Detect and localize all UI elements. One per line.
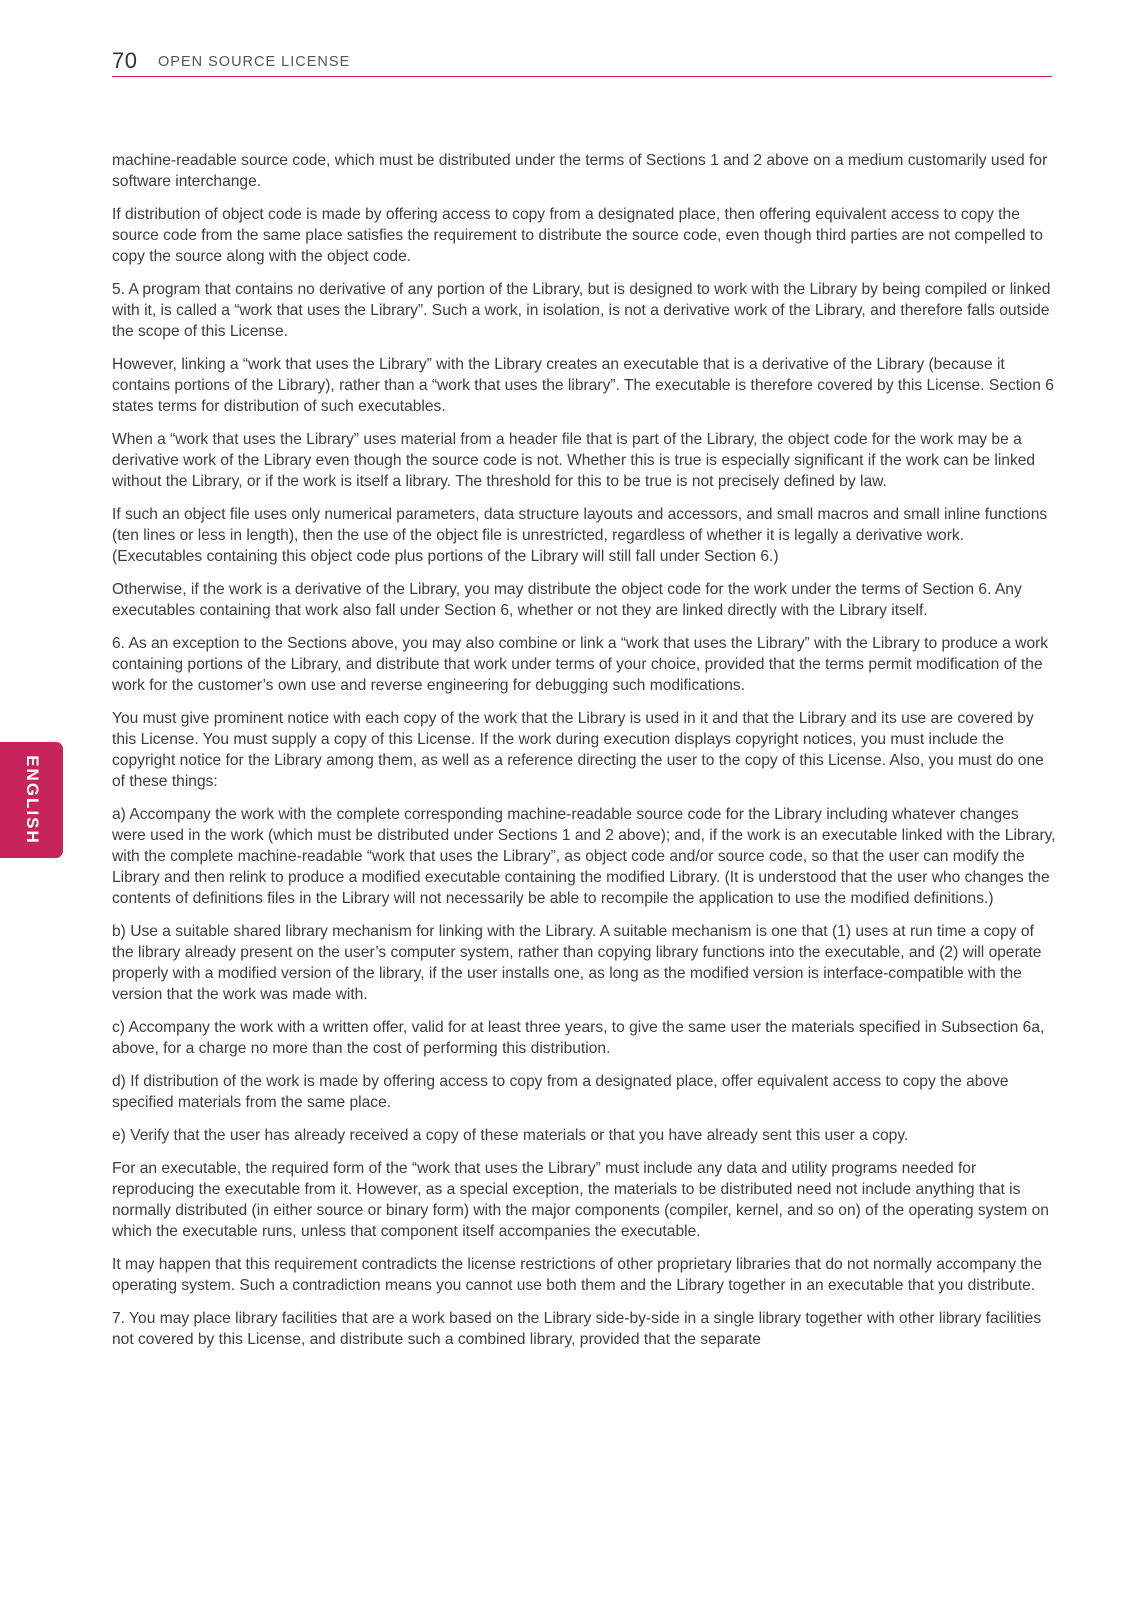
- paragraph: 5. A program that contains no derivative of any portion of the Library, but is designed to work with the Library by being compiled or linked with it, is called a “work that uses the Library”. Such a work, in isolation, is not a derivative work of the Library, and therefore falls outside the scope of this License.: [112, 281, 1051, 340]
- section-title: OPEN SOURCE LICENSE: [158, 54, 351, 70]
- paragraph: It may happen that this requirement contradicts the license restrictions of other proprietary libraries that do not normally accompany the operating system. Such a contradiction means you cannot use both them and the Library together in an executable that you distribute.: [112, 1256, 1043, 1294]
- paragraph: machine-readable source code, which must be distributed under the terms of Sections 1 and 2 above on a medium customarily used for software interchange.: [112, 152, 1048, 190]
- paragraph: 7. You may place library facilities that are a work based on the Library side-by-side in a single library together with other library facilities not covered by this License, and distribute such a combined library, provided that the separate: [112, 1310, 1042, 1348]
- paragraph: a) Accompany the work with the complete corresponding machine-readable source code for the Library including whatever changes were used in the work (which must be distributed under Sections 1 and 2 above); and, if the work is an executable linked with the Library, with the complete machine-readable “work that uses the Library”, as object code and/or source code, so that the user can modify the Library and then relink to produce a modified executable containing the modified Library. (It is understood that the user who changes the contents of definitions files in the Library will not necessarily be able to recompile the application to use the modified definitions.): [112, 806, 1056, 907]
- language-tab-label: ENGLISH: [22, 755, 42, 845]
- paragraph: You must give prominent notice with each copy of the work that the Library is used in it and that the Library and its use are covered by this License. You must supply a copy of this License. If the work during execution displays copyright notices, you must include the copyright notice for the Library among them, as well as a reference directing the user to the copy of this License. Also, you must do one of these things:: [112, 710, 1044, 790]
- paragraph: Otherwise, if the work is a derivative of the Library, you may distribute the object code for the work under the terms of Section 6. Any executables containing that work also fall under Section 6, whether or not they are linked directly with the Library itself.: [112, 581, 1022, 619]
- language-tab: [0, 742, 63, 858]
- paragraph: d) If distribution of the work is made by offering access to copy from a designated place, offer equivalent access to copy the above specified materials from the same place.: [112, 1073, 1009, 1111]
- paragraph: b) Use a suitable shared library mechanism for linking with the Library. A suitable mechanism is one that (1) uses at run time a copy of the library already present on the user’s computer system, rather than copying library functions into the executable, and (2) will operate properly with a modified version of the library, if the user installs one, as long as the modified version is interface-compatible with the version that the work was made with.: [112, 923, 1042, 1003]
- paragraph: If distribution of object code is made by offering access to copy from a designated place, then offering equivalent access to copy the source code from the same place satisfies the requirement to distribute the source code, even though third parties are not compelled to copy the source along with the object code.: [112, 206, 1043, 265]
- page-number: 70: [112, 48, 138, 73]
- paragraph: 6. As an exception to the Sections above, you may also combine or link a “work that uses the Library” with the Library to produce a work containing portions of the Library, and distribute that work under terms of your choice, provided that the terms permit modification of the work for the customer’s own use and reverse engineering for debugging such modifications.: [112, 635, 1049, 694]
- paragraph: When a “work that uses the Library” uses material from a header file that is part of the Library, the object code for the work may be a derivative work of the Library even though the source code is not. Whether this is true is especially significant if the work can be linked without the Library, or if the work is itself a library. The threshold for this to be true is not precisely defined by law.: [112, 431, 1036, 490]
- paragraph: c) Accompany the work with a written offer, valid for at least three years, to give the same user the materials specified in Subsection 6a, above, for a charge no more than the cost of performing this distribution.: [112, 1019, 1045, 1057]
- paragraph: e) Verify that the user has already received a copy of these materials or that you have already sent this user a copy.: [112, 1127, 909, 1144]
- license-body: [112, 150, 1056, 1362]
- paragraph: For an executable, the required form of the “work that uses the Library” must include any data and utility programs needed for reproducing the executable from it. However, as a special exception, the materials to be distributed need not include anything that is normally distributed (in either source or binary form) with the major components (compiler, kernel, and so on) of the operating system on which the executable runs, unless that component itself accompanies the executable.: [112, 1160, 1049, 1240]
- paragraph: If such an object file uses only numerical parameters, data structure layouts and accessors, and small macros and small inline functions (ten lines or less in length), then the use of the object file is unrestricted, regardless of whether it is legally a derivative work. (Executables containing this object code plus portions of the Library will still fall under Section 6.): [112, 506, 1048, 565]
- page-header: [112, 44, 1052, 77]
- paragraph: However, linking a “work that uses the Library” with the Library creates an executable that is a derivative of the Library (because it contains portions of the Library), rather than a “work that uses the library”. The executable is therefore covered by this License. Section 6 states terms for distribution of such executables.: [112, 356, 1054, 415]
